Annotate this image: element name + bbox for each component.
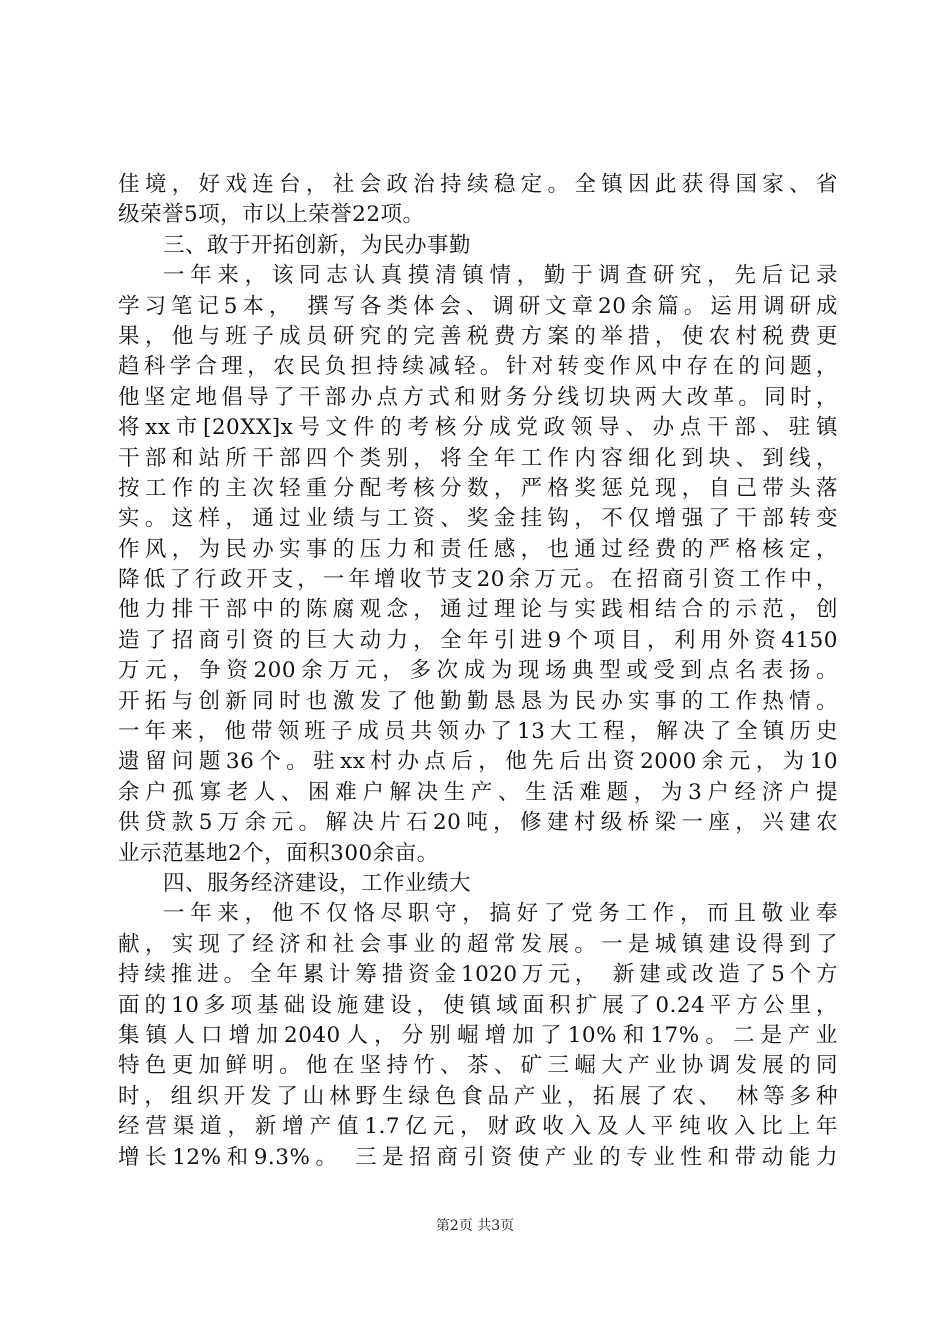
text-line: 万元，争资200余万元，多次成为现场典型或受到点名表扬。 [118, 658, 838, 684]
page-footer: 第2页 共3页 [435, 1218, 515, 1234]
text-line: 开拓与创新同时也激发了他勤勤恳恳为民办实事的工作热情。 [118, 688, 838, 714]
text-line: 他坚定地倡导了干部办点方式和财务分线切块两大改革。同时， [118, 384, 838, 410]
text-line: 遗留问题36个。驻xx村办点后，他先后出资2000余元，为10 [118, 749, 838, 775]
text-line: 按工作的主次轻重分配考核分数，严格奖惩兑现，自己带头落 [118, 475, 838, 501]
text-line: 经营渠道，新增产值1.7亿元，财政收入及人平纯收入比上年 [118, 1114, 838, 1140]
text-line: 献，实现了经济和社会事业的超常发展。一是城镇建设得到了 [118, 931, 838, 957]
text-line: 佳境，好戏连台，社会政治持续稳定。全镇因此获得国家、省 [118, 172, 838, 197]
text-line: 他力排干部中的陈腐观念，通过理论与实践相结合的示范，创 [118, 597, 838, 623]
text-line: 趋科学合理，农民负担持续减轻。针对转变作风中存在的问题， [118, 354, 838, 380]
text-line: 持续推进。全年累计筹措资金1020万元， 新建或改造了5个方 [118, 962, 838, 988]
text-line: 一年来，他不仅恪尽职守，搞好了党务工作，而且敬业奉 [163, 901, 838, 927]
body-text [118, 170, 838, 1173]
text-line: 果，他与班子成员研究的完善税费方案的举措，使农村税费更 [118, 323, 838, 349]
text-line: 作风，为民办实事的压力和责任感，也通过经费的严格核定， [118, 536, 838, 562]
text-line: 集镇人口增加2040人，分别崛增加了10%和17%。二是产业 [118, 1022, 838, 1048]
text-line: 增长12%和9.3%。 三是招商引资使产业的专业性和带动能力 [118, 1144, 838, 1170]
text-line: 降低了行政开支，一年增收节支20余万元。在招商引资工作中， [118, 567, 838, 593]
text-line: 特色更加鲜明。他在坚持竹、茶、矿三崛大产业协调发展的同 [118, 1053, 838, 1079]
text-line: 学习笔记5本， 撰写各类体会、调研文章20余篇。运用调研成 [118, 293, 838, 319]
text-line: 一年来，他带领班子成员共领办了13大工程，解决了全镇历史 [118, 719, 838, 745]
text-line: 面的10多项基础设施建设，使镇域面积扩展了0.24平方公里， [118, 992, 838, 1018]
text-line: 造了招商引资的巨大动力，全年引进9个项目，利用外资4150 [118, 627, 838, 653]
text-line: 实。这样，通过业绩与工资、奖金挂钩，不仅增强了干部转变 [118, 506, 838, 532]
text-line: 供贷款5万余元。解决片石20吨，修建村级桥梁一座，兴建农 [118, 810, 838, 836]
text-line: 一年来，该同志认真摸清镇情，勤于调查研究，先后记录 [163, 263, 838, 289]
text-line: 时，组织开发了山林野生绿色食品产业，拓展了农、 林等多种 [118, 1083, 838, 1109]
text-line: 将xx市[20XX]x号文件的考核分成党政领导、办点干部、驻镇 [118, 415, 838, 441]
text-line: 级荣誉5项，市以上荣誉22项。 [118, 202, 425, 228]
text-line: 干部和站所干部四个类别，将全年工作内容细化到块、到线， [118, 445, 838, 471]
section-heading: 三、敢于开拓创新，为民办事勤 [163, 232, 472, 258]
section-heading: 四、服务经济建设，工作业绩大 [163, 870, 472, 896]
text-line: 业示范基地2个，面积300余亩。 [118, 840, 439, 866]
text-line: 余户孤寡老人、困难户解决生产、生活难题，为3户经济户提 [118, 779, 838, 805]
